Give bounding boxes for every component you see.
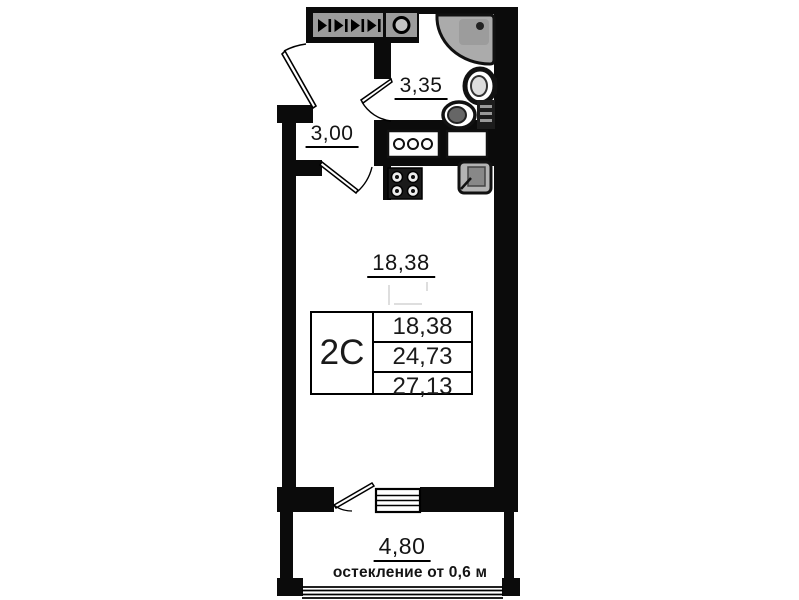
- stove-icon: [388, 168, 422, 199]
- balcony-door-icon: [334, 483, 374, 511]
- bathroom-door-icon: [361, 79, 392, 121]
- balcony-glazing-lines: [302, 587, 503, 598]
- wall-counter-fill-left: [374, 133, 388, 156]
- wall-bottom-left: [277, 487, 334, 512]
- living-room-area-value: 18,38: [367, 252, 435, 278]
- unit-info-table: [310, 311, 473, 400]
- wall-balcony-corner-left: [277, 578, 303, 596]
- living-room-area-label: [367, 252, 435, 278]
- wall-bottom-right: [420, 487, 518, 512]
- vent-shaft-icon: [313, 13, 383, 37]
- wall-balcony-left: [280, 512, 293, 586]
- wall-partition-top: [374, 43, 391, 79]
- hall-area-value: 3,00: [306, 123, 359, 148]
- kitchen-sink-icon: [459, 162, 491, 193]
- room-door-icon: [320, 162, 372, 193]
- area-row-living: 18,38: [392, 313, 453, 340]
- wall-counter-fill-right: [487, 133, 518, 156]
- hall-area-label: [306, 123, 359, 148]
- wall-right: [494, 7, 518, 512]
- washbasin-icon: [465, 69, 497, 103]
- balcony-window-icon: [376, 489, 420, 512]
- area-row-total: 27,13: [374, 371, 471, 401]
- balcony-area-label: [374, 535, 431, 562]
- unit-type-cell: 2С: [312, 313, 374, 393]
- wall-hall-bottom: [282, 160, 322, 176]
- entry-door-icon: [282, 44, 316, 108]
- unit-area-rows: [374, 313, 471, 400]
- kitchen-counter-icon: [388, 131, 439, 157]
- bathroom-area-value: 3,35: [395, 75, 448, 100]
- wall-balcony-right: [504, 512, 514, 586]
- watermark-artifact: [389, 282, 427, 305]
- toilet-icon: [443, 100, 495, 129]
- area-row-total-no-balcony: 24,73: [374, 341, 471, 371]
- kitchen-counter2-icon: [447, 131, 487, 157]
- balcony-area-value: 4,80: [374, 535, 431, 562]
- shower-icon: [437, 15, 494, 64]
- wall-entry-stub: [277, 105, 313, 123]
- shower-drain-icon: [476, 22, 484, 30]
- wall-balcony-corner-right: [502, 578, 520, 596]
- bathroom-area-label: [395, 75, 448, 100]
- glazing-note: остекление от 0,6 м: [332, 564, 488, 581]
- plumbing-riser-icon: [386, 13, 417, 37]
